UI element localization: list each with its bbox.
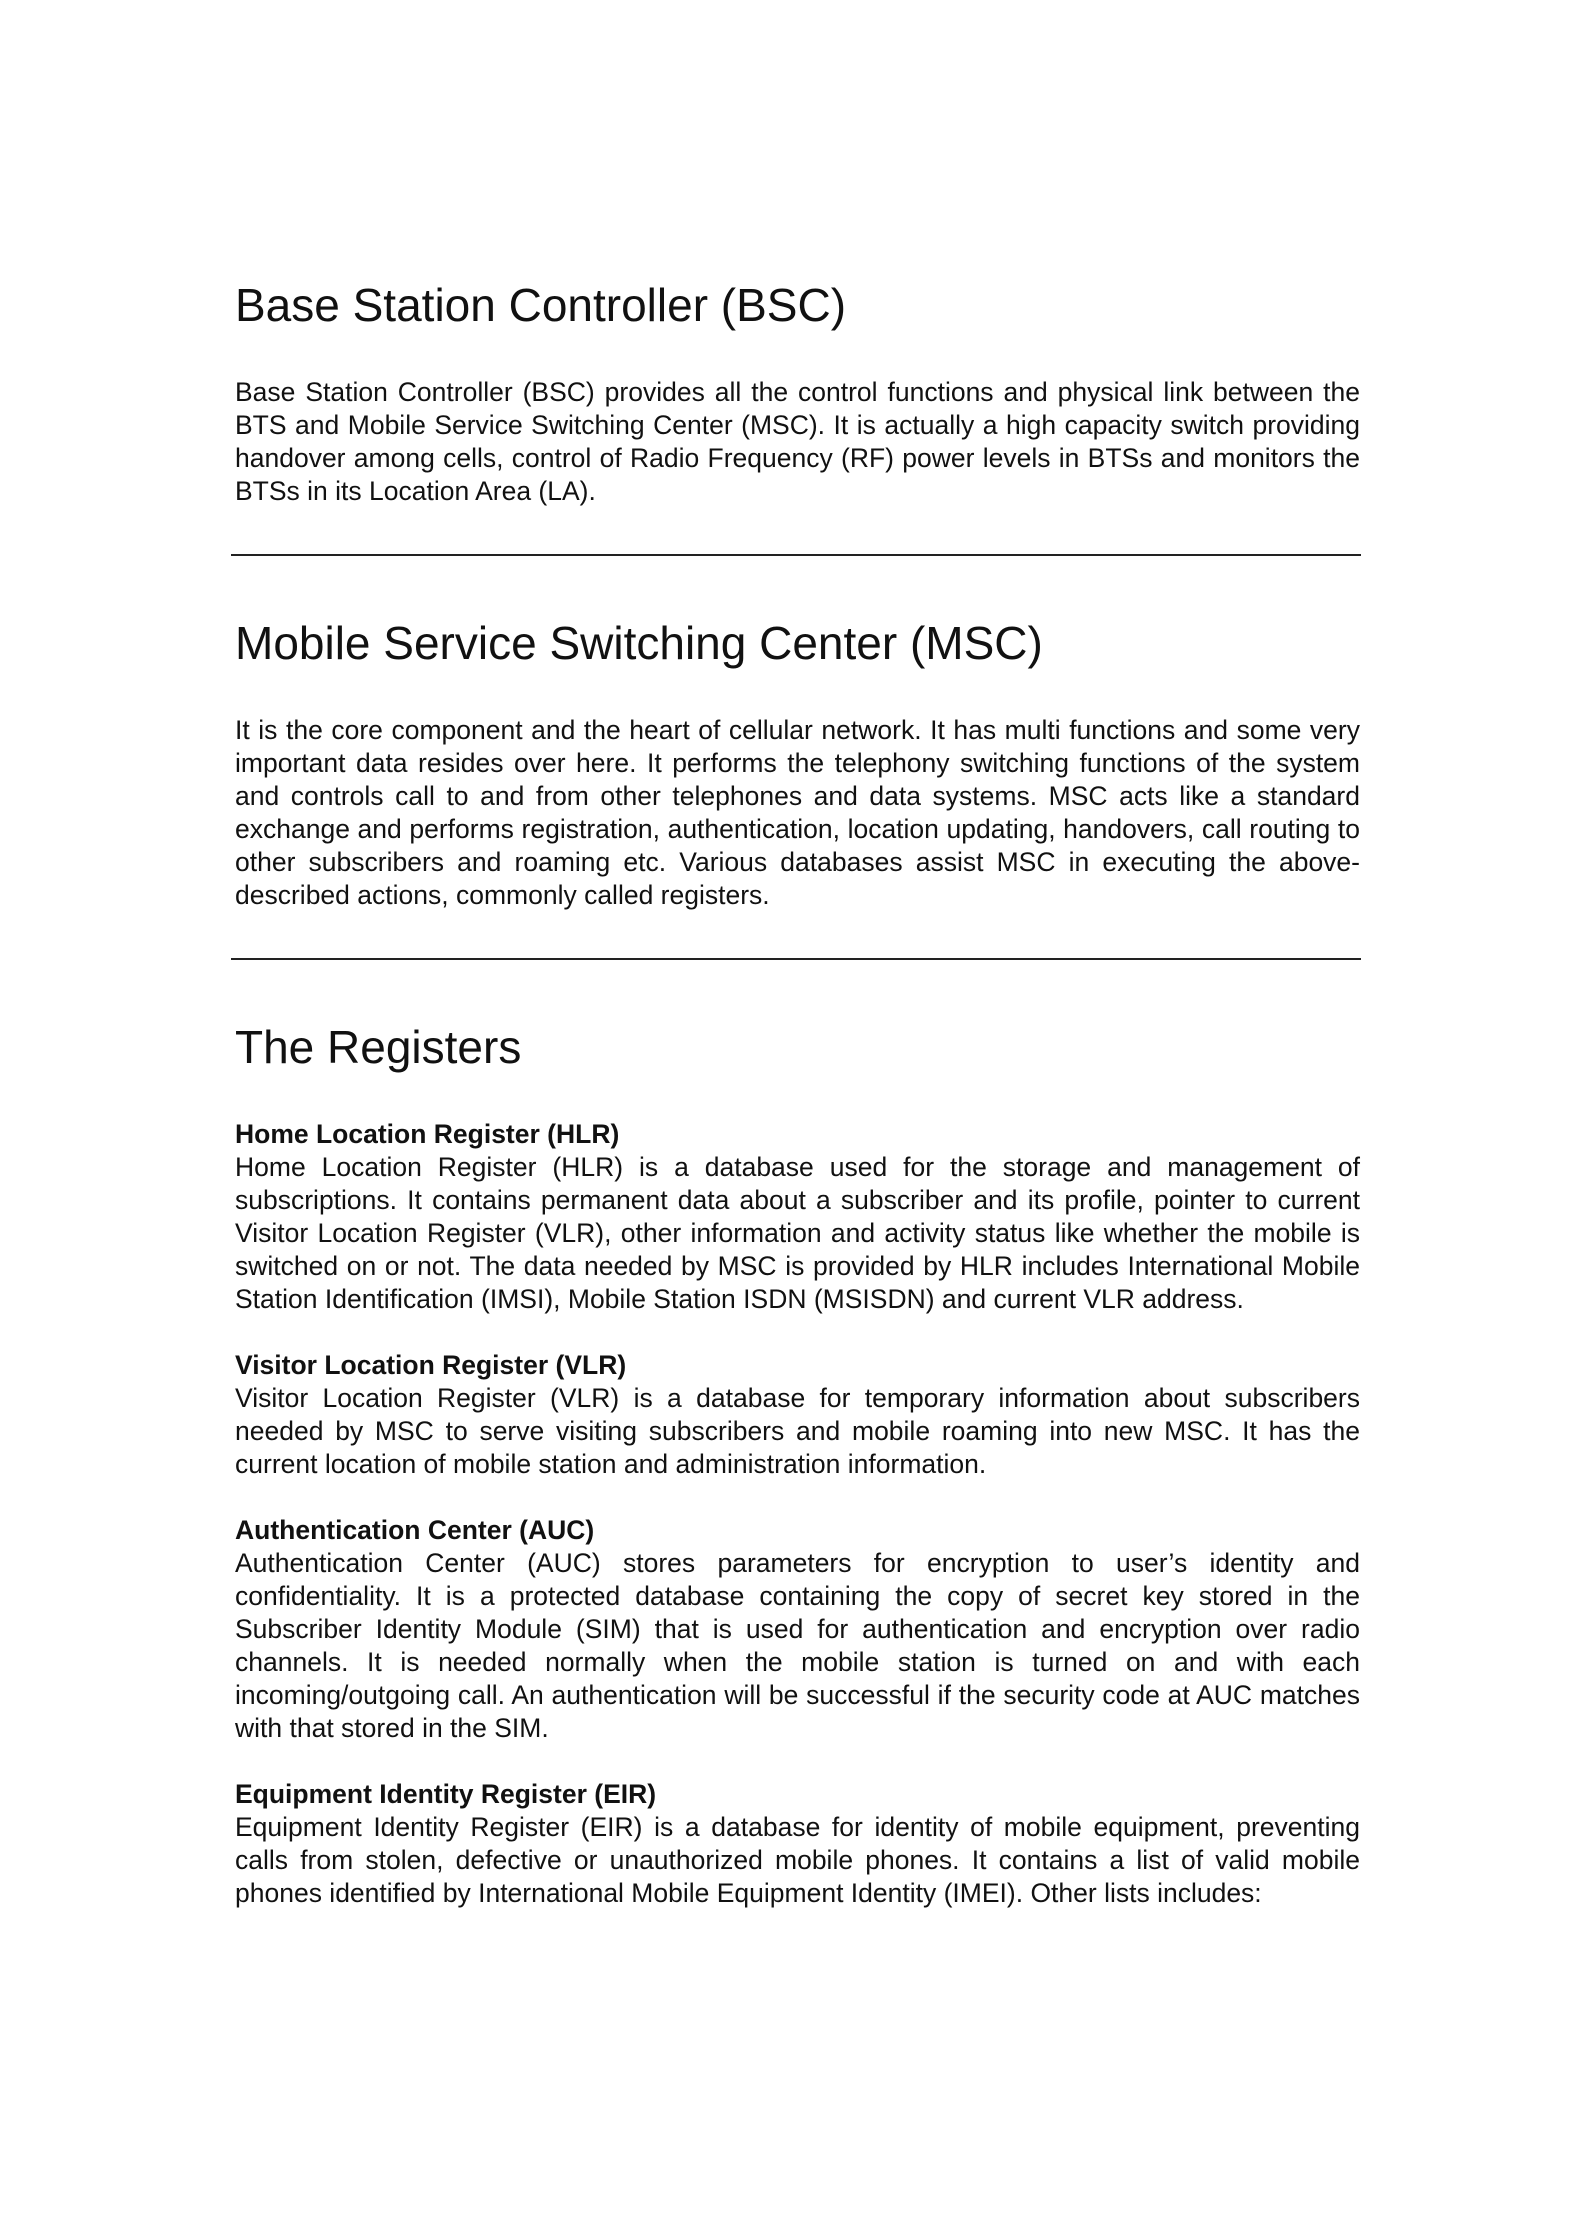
bsc-section [235,276,1360,508]
section-divider [231,554,1361,556]
document-page [235,276,1360,1943]
auc-subsection [235,1514,1360,1745]
bsc-paragraph: Base Station Controller (BSC) provides all the control functions and physical link between the BTS and Mobile Service Switching Center (MSC). It is actually a high capacity switch providing handover among cells, control of Radio Frequency (RF) power levels in BTSs and monitors the BTSs in its Location Area (LA). [235,377,1360,506]
hlr-heading: Home Location Register (HLR) [235,1119,620,1149]
msc-heading: Mobile Service Switching Center (MSC) [235,617,1043,669]
eir-paragraph: Equipment Identity Register (EIR) is a database for identity of mobile equipment, preventing calls from stolen, defective or unauthorized mobile phones. It contains a list of valid mobile phones identified by International Mobile Equipment Identity (IMEI). Other lists includes: [235,1812,1360,1908]
eir-subsection [235,1778,1360,1910]
vlr-subsection [235,1349,1360,1481]
auc-heading: Authentication Center (AUC) [235,1515,595,1545]
msc-paragraph: It is the core component and the heart of cellular network. It has multi functions and some very important data resides over here. It performs the telephony switching functions of the system and controls call to and from other telephones and data systems. MSC acts like a standard exchange and performs registration, authentication, location updating, handovers, call routing to other subscribers and roaming etc. Various databases assist MSC in executing the above-described actions, commonly called registers. [235,715,1360,910]
vlr-heading: Visitor Location Register (VLR) [235,1350,627,1380]
registers-section [235,1018,1360,1910]
vlr-paragraph: Visitor Location Register (VLR) is a database for temporary information about subscribers needed by MSC to serve visiting subscribers and mobile roaming into new MSC. It has the current location of mobile station and administration information. [235,1383,1360,1479]
hlr-paragraph: Home Location Register (HLR) is a database used for the storage and management of subscriptions. It contains permanent data about a subscriber and its profile, pointer to current Visitor Location Register (VLR), other information and activity status like whether the mobile is switched on or not. The data needed by MSC is provided by HLR includes International Mobile Station Identification (IMSI), Mobile Station ISDN (MSISDN) and current VLR address. [235,1152,1360,1314]
eir-heading: Equipment Identity Register (EIR) [235,1779,657,1809]
section-divider [231,958,1361,960]
auc-paragraph: Authentication Center (AUC) stores parameters for encryption to user’s identity and confidentiality. It is a protected database containing the copy of secret key stored in the Subscriber Identity Module (SIM) that is used for authentication and encryption over radio channels. It is needed normally when the mobile station is turned on and with each incoming/outgoing call. An authentication will be successful if the security code at AUC matches with that stored in the SIM. [235,1548,1360,1743]
bsc-heading: Base Station Controller (BSC) [235,279,847,331]
hlr-subsection [235,1118,1360,1316]
msc-section [235,614,1360,912]
registers-heading: The Registers [235,1021,522,1073]
